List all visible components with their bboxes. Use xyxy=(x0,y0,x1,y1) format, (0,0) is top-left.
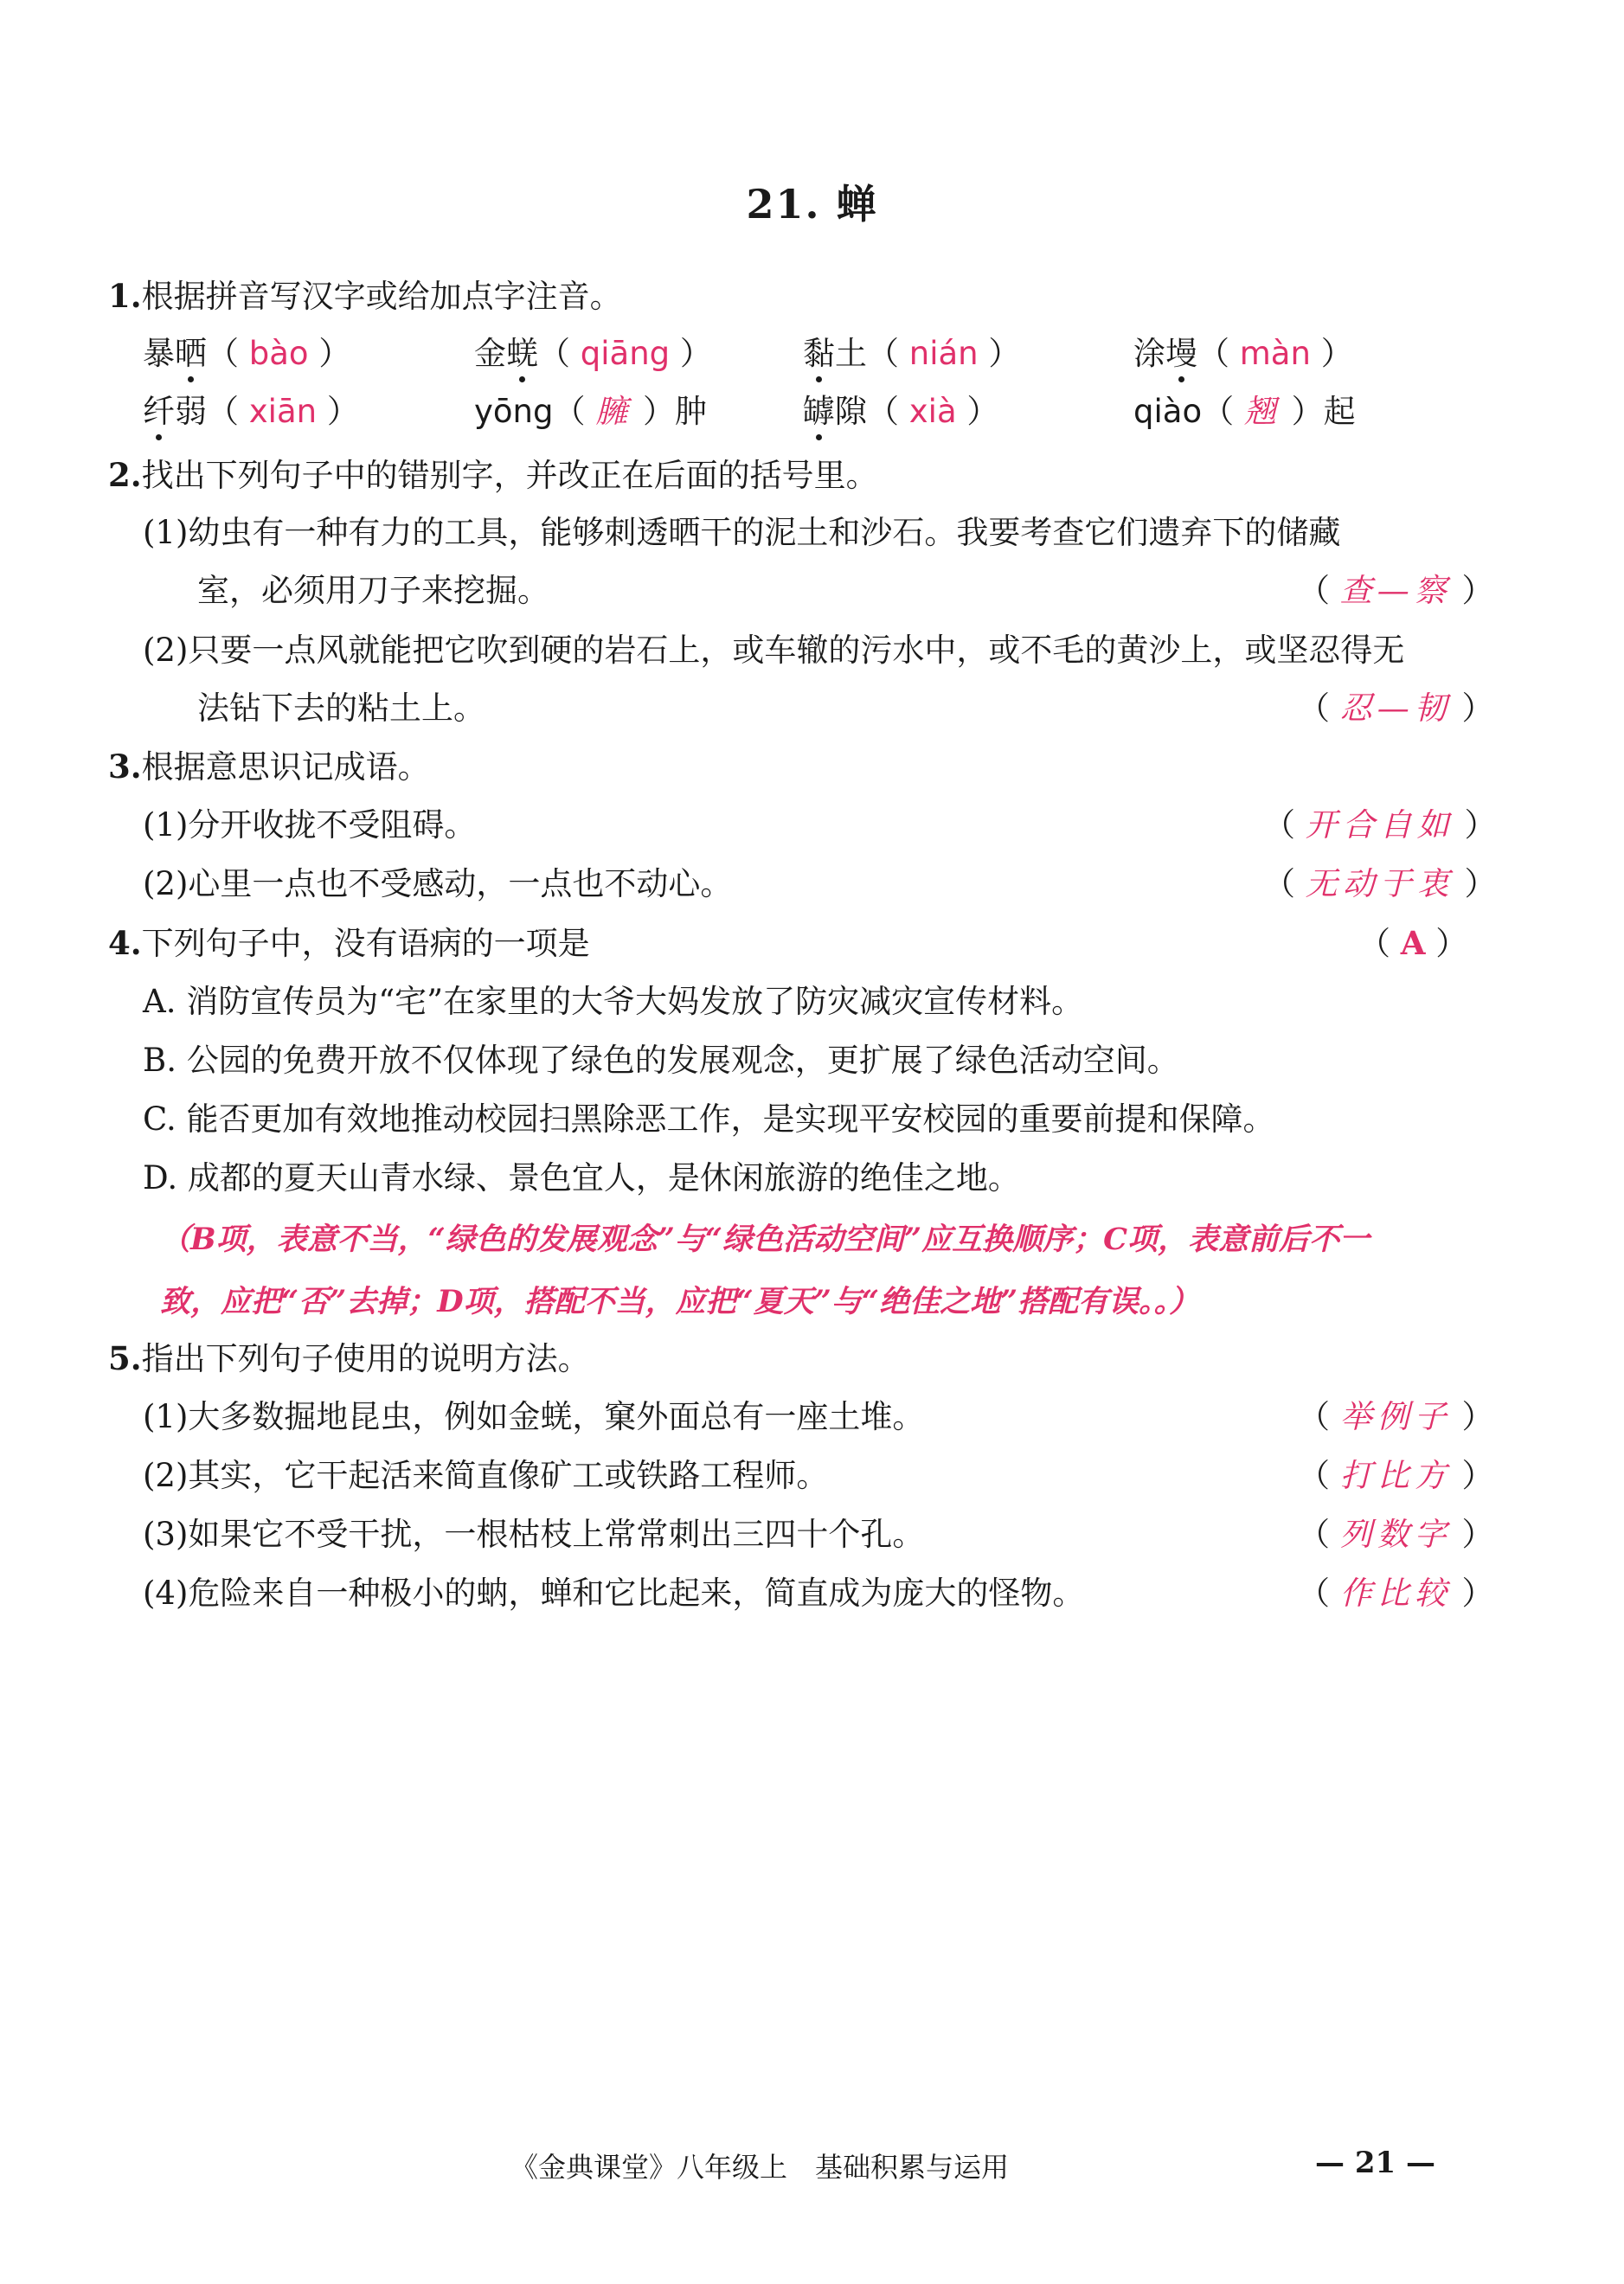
answer-text: 臃 xyxy=(595,393,633,430)
dotted-char: 墁 xyxy=(1165,333,1197,375)
answer-text: xià xyxy=(908,393,957,430)
dotted-char: 蜣 xyxy=(506,333,538,375)
sentence-line: (1)分开收拢不受阻碍。 xyxy=(143,806,477,844)
answer-paren: （ 无动于衷 ） xyxy=(1263,865,1497,902)
answer-text: 打比方 xyxy=(1339,1457,1452,1494)
question-prompt: 下列句子中，没有语病的一项是 xyxy=(141,925,590,962)
sentence-line: (3)如果它不受干扰，一根枯枝上常常刺出三四十个孔。 xyxy=(143,1516,925,1553)
option-a: A. 消防宣传员为“宅”在家里的大爷大妈发放了防灾减灾宣传材料。 xyxy=(143,983,1084,1020)
answer-text: 翘 xyxy=(1243,393,1281,430)
sentence-line: (1)幼虫有一种有力的工具，能够刺透晒干的泥土和沙石。我要考查它们遗弃下的储藏 xyxy=(143,514,1341,551)
pinyin-item: 金蜣（ qiāng ） xyxy=(474,333,712,375)
question-number: 5. xyxy=(108,1339,142,1377)
page-number: — 21 — xyxy=(1315,2146,1435,2180)
dotted-char: 晒 xyxy=(175,333,207,375)
answer-text: 查—察 xyxy=(1339,572,1452,609)
question-prompt: 找出下列句子中的错别字，并改正在后面的括号里。 xyxy=(141,457,878,494)
question-number: 1. xyxy=(108,277,142,315)
answer-text: 作比较 xyxy=(1339,1575,1452,1612)
answer-paren: （ 打比方 ） xyxy=(1298,1457,1494,1494)
answer-text: 无动于衷 xyxy=(1305,865,1454,902)
pinyin-item: yōng（ 臃 ）肿 xyxy=(474,393,708,430)
sentence-line: (2)心里一点也不受感动，一点也不动心。 xyxy=(143,865,733,902)
question-number: 2. xyxy=(108,456,142,494)
answer-paren: （ 列数字 ） xyxy=(1298,1516,1494,1553)
option-d: D. 成都的夏天山青水绿、景色宜人，是休闲旅游的绝佳之地。 xyxy=(143,1159,1020,1197)
sentence-line: (4)危险来自一种极小的蚋，蝉和它比起来，简直成为庞大的怪物。 xyxy=(143,1575,1085,1612)
dotted-char: 罅 xyxy=(803,391,835,433)
answer-text: nián xyxy=(908,335,979,372)
answer-text: A xyxy=(1400,924,1426,962)
option-c: C. 能否更加有效地推动校园扫黑除恶工作，是实现平安校园的重要前提和保障。 xyxy=(143,1100,1275,1138)
pinyin-item: 罅隙（ xià ） xyxy=(803,391,998,433)
sentence-line: (2)其实，它干起活来简直像矿工或铁路工程师。 xyxy=(143,1457,829,1494)
answer-text: màn xyxy=(1239,335,1311,372)
answer-text: xiān xyxy=(248,393,318,430)
answer-text: 忍—韧 xyxy=(1339,690,1452,727)
sentence-line: (1)大多数掘地昆虫，例如金蜣，窠外面总有一座土堆。 xyxy=(143,1398,925,1435)
pinyin-item: 纤弱（ xiān ） xyxy=(143,391,359,433)
answer-text: 举例子 xyxy=(1339,1398,1452,1435)
question-number: 3. xyxy=(108,747,142,786)
answer-paren: （ 开合自如 ） xyxy=(1263,806,1497,844)
answer-paren: （ 忍—韧 ） xyxy=(1298,690,1494,727)
answer-text: qiāng xyxy=(580,335,671,372)
sentence-line: 室，必须用刀子来挖掘。 xyxy=(197,572,549,609)
answer-explanation: （B项，表意不当，“绿色的发展观念”与“绿色活动空间”应互换顺序；C项，表意前后不一 致，应把“否”去掉；D项，搭配不当，应把“夏天”与“绝佳之地”搭配有误。。） xyxy=(160,1222,1370,1319)
pinyin-item: 暴晒（ bào ） xyxy=(143,333,350,375)
option-b: B. 公园的免费开放不仅体现了绿色的发展观念，更扩展了绿色活动空间。 xyxy=(143,1042,1179,1079)
answer-text: bào xyxy=(248,335,309,372)
answer-paren: （ 举例子 ） xyxy=(1298,1398,1494,1435)
pinyin-item: 黏土（ nián ） xyxy=(803,333,1020,375)
answer-paren: （ A ） xyxy=(1358,924,1468,962)
pinyin-item: 涂墁（ màn ） xyxy=(1133,333,1353,375)
answer-paren: （ 查—察 ） xyxy=(1298,572,1494,609)
sentence-line: 法钻下去的粘土上。 xyxy=(197,690,485,727)
question-5 xyxy=(108,1338,590,1380)
page-title: 21. 蝉 xyxy=(746,181,878,228)
question-prompt: 根据意思识记成语。 xyxy=(141,748,430,786)
question-2 xyxy=(108,454,878,497)
question-4 xyxy=(108,922,590,965)
question-prompt: 根据拼音写汉字或给加点字注音。 xyxy=(141,278,622,315)
question-number: 4. xyxy=(108,924,142,962)
question-prompt: 指出下列句子使用的说明方法。 xyxy=(141,1340,590,1377)
dotted-char: 纤 xyxy=(143,391,175,433)
dotted-char: 黏 xyxy=(803,333,835,375)
sentence-line: (2)只要一点风就能把它吹到硬的岩石上，或车辙的污水中，或不毛的黄沙上，或坚忍得无 xyxy=(143,632,1405,669)
answer-text: 开合自如 xyxy=(1305,806,1454,844)
question-1 xyxy=(108,275,622,318)
pinyin-item: qiào（ 翘 ）起 xyxy=(1133,393,1356,430)
answer-text: 列数字 xyxy=(1339,1516,1452,1553)
question-3 xyxy=(108,746,430,788)
book-title: 《金典课堂》八年级上 基础积累与运用 xyxy=(510,2151,1010,2184)
answer-paren: （ 作比较 ） xyxy=(1298,1575,1494,1612)
